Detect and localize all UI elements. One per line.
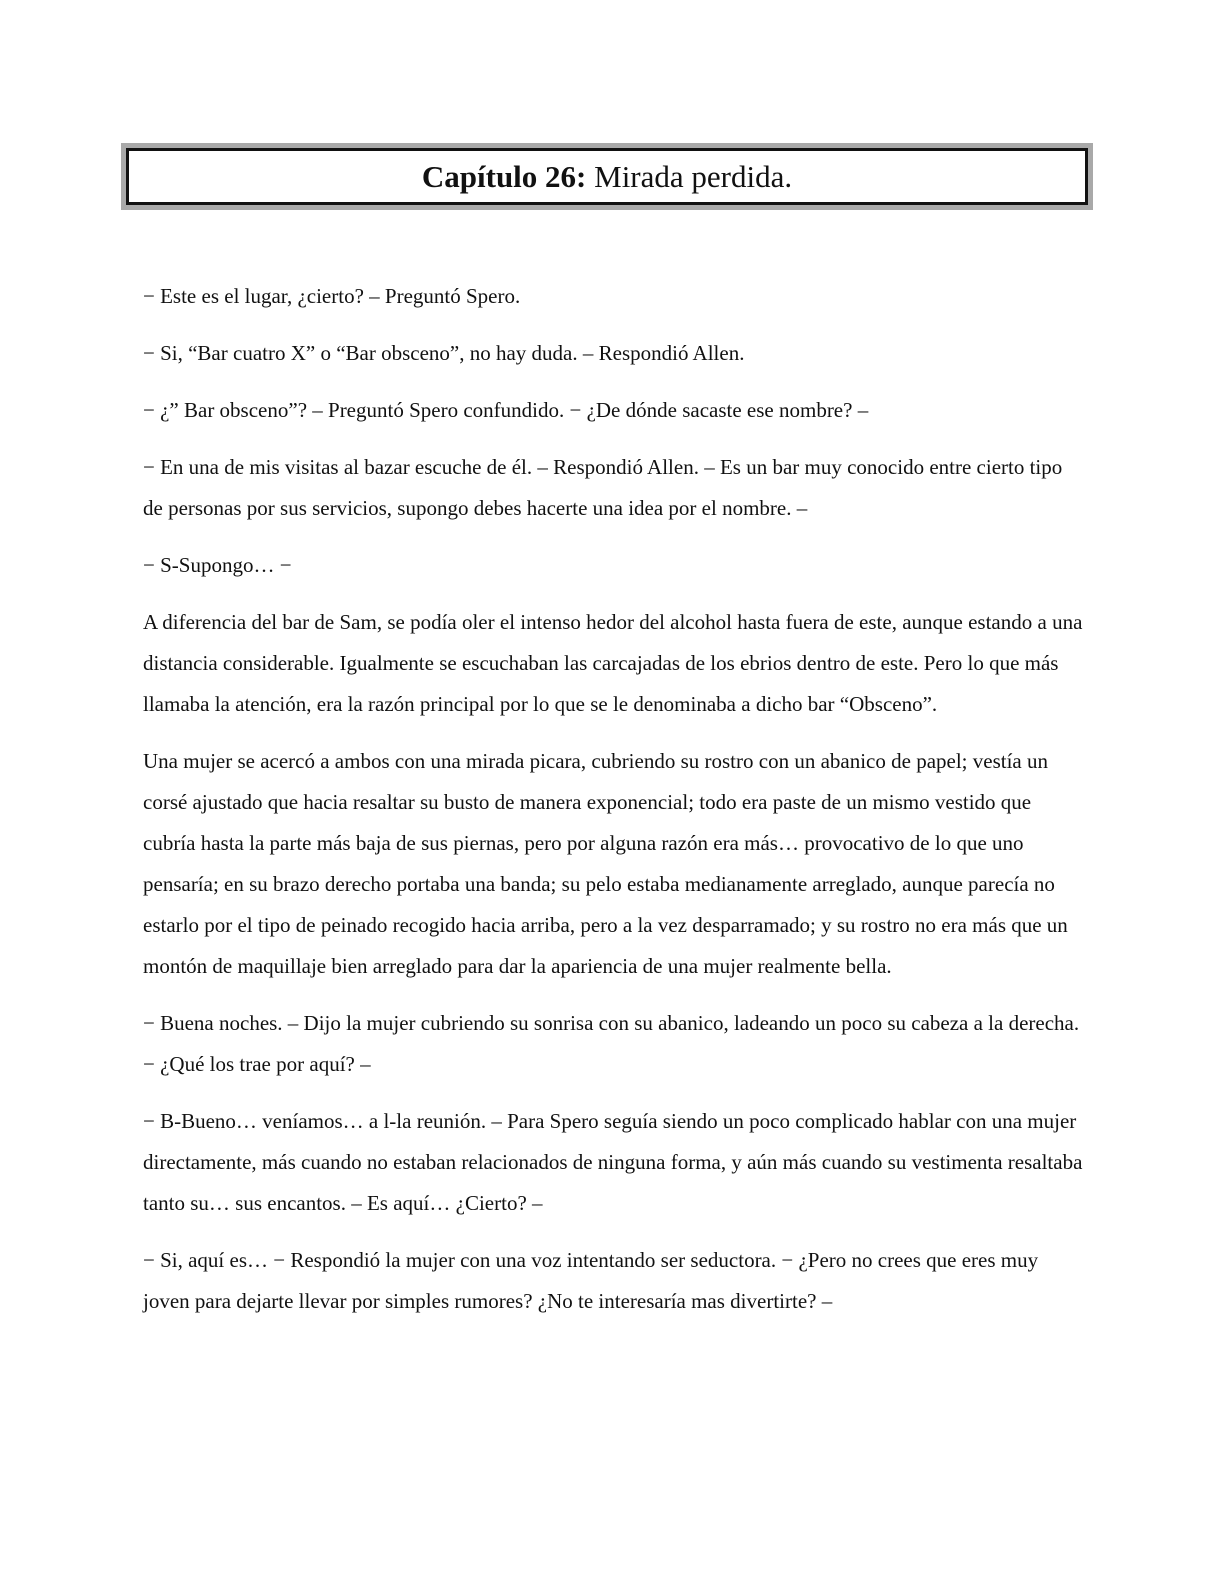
- paragraph: − Si, aquí es… − Respondió la mujer con una voz intentando ser seductora. − ¿Pero no crees que eres muy joven para dejarte llevar por simples rumores? ¿No te interesaría mas divertirte? –: [143, 1248, 1039, 1313]
- paragraph: Una mujer se acercó a ambos con una mirada picara, cubriendo su rostro con un abanico de papel; vestía un corsé ajustado que hacia resaltar su busto de manera exponencial; todo era paste de un mismo vestido que cubría hasta la parte más baja de sus piernas, pero por alguna razón era más… provocativo de lo que uno pensaría; en su brazo derecho portaba una banda; su pelo estaba medianamente arreglado, aunque parecía no estarlo por el tipo de peinado recogido hacia arriba, pero a la vez desparramado; y su rostro no era más que un montón de maquillaje bien arreglado para dar la apariencia de una mujer realmente bella.: [143, 749, 1068, 978]
- paragraph: − Este es el lugar, ¿cierto? – Preguntó Spero.: [143, 284, 521, 308]
- chapter-body: [143, 276, 1083, 1338]
- chapter-title-frame: [121, 143, 1093, 210]
- paragraph: − ¿” Bar obsceno”? – Preguntó Spero confundido. − ¿De dónde sacaste ese nombre? –: [143, 398, 869, 422]
- chapter-title-box: [126, 148, 1088, 205]
- chapter-title: Mirada perdida.: [594, 159, 793, 194]
- paragraph: − Buena noches. – Dijo la mujer cubriendo su sonrisa con su abanico, ladeando un poco su cabeza a la derecha. − ¿Qué los trae por aquí? –: [143, 1011, 1080, 1076]
- paragraph: − S-Supongo… −: [143, 553, 292, 577]
- paragraph: − Si, “Bar cuatro X” o “Bar obsceno”, no hay duda. – Respondió Allen.: [143, 341, 745, 365]
- paragraph: A diferencia del bar de Sam, se podía oler el intenso hedor del alcohol hasta fuera de este, aunque estando a una distancia considerable. Igualmente se escuchaban las carcajadas de los ebrios dentro de este. Pero lo que más llamaba la atención, era la razón principal por lo que se le denominaba a dicho bar “Obsceno”.: [143, 610, 1083, 716]
- paragraph: − B-Bueno… veníamos… a l-la reunión. – Para Spero seguía siendo un poco complicado hablar con una mujer directamente, más cuando no estaban relacionados de ninguna forma, y aún más cuando su vestimenta resaltaba tanto su… sus encantos. – Es aquí… ¿Cierto? –: [143, 1109, 1083, 1215]
- chapter-label: Capítulo 26:: [421, 159, 587, 194]
- paragraph: − En una de mis visitas al bazar escuche de él. – Respondió Allen. – Es un bar muy conocido entre cierto tipo de personas por sus servicios, supongo debes hacerte una idea por el nombre. –: [143, 455, 1063, 520]
